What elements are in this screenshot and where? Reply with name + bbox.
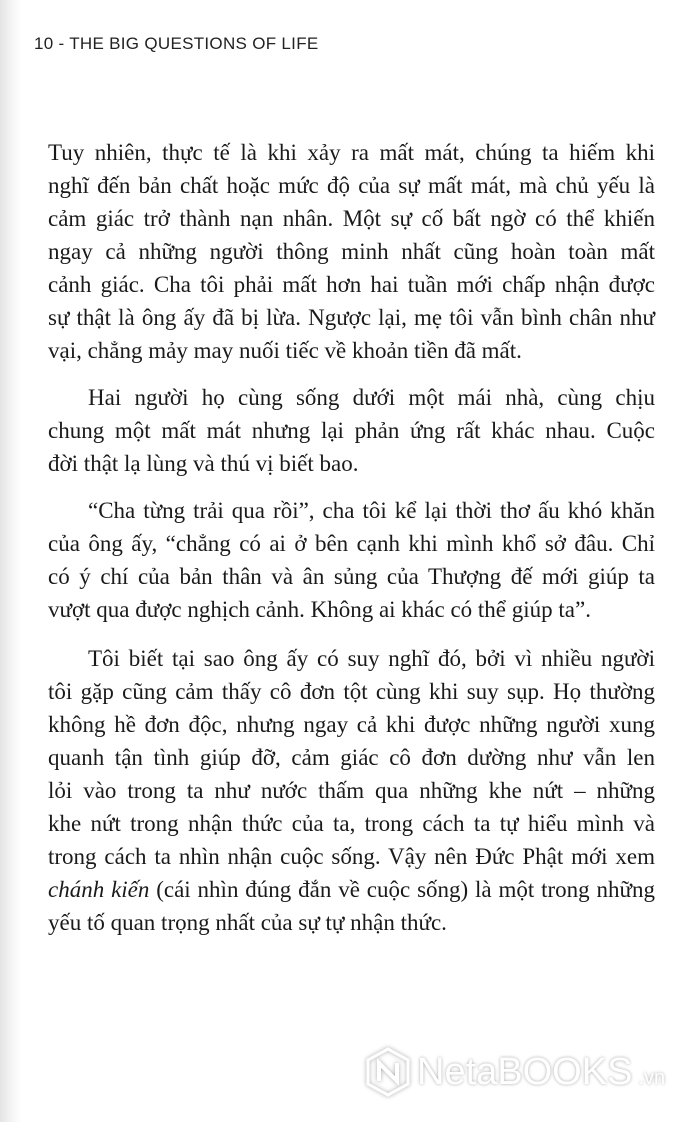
text-line	[48, 873, 655, 906]
text-line: lỏi vào trong ta như nước thấm qua những khe nứt – những	[48, 778, 655, 803]
text-line: sự thật là ông ấy đã bị lừa. Ngược lại, mẹ tôi vẫn bình chân như	[48, 305, 655, 330]
paragraph-2	[48, 381, 655, 480]
text-line: Tuy nhiên, thực tế là khi xảy ra mất mát, chúng ta hiếm khi	[48, 140, 655, 165]
paragraph-1	[48, 136, 655, 367]
netabooks-hexagon-icon	[365, 1047, 411, 1097]
text-line: có ý chí của bản thân và ân sủng của Thượng đế mới giúp ta	[48, 564, 655, 589]
paragraph-4	[48, 642, 655, 939]
text-line: khe nứt trong nhận thức của ta, trong cách ta tự hiểu mình và	[48, 811, 655, 836]
text-line: vại, chẳng mảy may nuối tiếc về khoản tiền đã mất.	[48, 338, 522, 363]
text-line: Hai người họ cùng sống dưới một mái nhà, cùng chịu	[88, 385, 655, 410]
text-line: của ông ấy, “chẳng có ai ở bên cạnh khi mình khổ sở đâu. Chỉ	[48, 531, 655, 556]
watermark-logo	[365, 1047, 665, 1097]
text-line: quanh tận tình giúp đỡ, cảm giác cô đơn dường như vẫn len	[48, 745, 655, 770]
text-line: cảm giác trở thành nạn nhân. Một sự cố bất ngờ có thể khiến	[48, 206, 655, 231]
watermark-brand: NetaBOOKS	[417, 1050, 633, 1093]
text-line: “Cha từng trải qua rồi”, cha tôi kể lại thời thơ ấu khó khăn	[88, 498, 655, 523]
text-line: đời thật lạ lùng và thú vị biết bao.	[48, 451, 359, 476]
text-line: không hề đơn độc, nhưng ngay cả khi được những người xung	[48, 712, 655, 737]
paragraph-3	[48, 494, 655, 626]
text-line: Tôi biết tại sao ông ấy có suy nghĩ đó, bởi vì nhiều người	[88, 646, 655, 671]
text-span: (cái nhìn đúng đắn về cuộc sống) là một trong những	[149, 877, 655, 902]
text-line: vượt qua được nghịch cảnh. Không ai khác có thể giúp ta”.	[48, 597, 591, 622]
text-line: ngay cả những người thông minh nhất cũng hoàn toàn mất	[48, 239, 655, 264]
text-line: chung một mất mát nhưng lại phản ứng rất khác nhau. Cuộc	[48, 418, 655, 443]
text-line: tôi gặp cũng cảm thấy cô đơn tột cùng khi suy sụp. Họ thường	[48, 679, 655, 704]
italic-term: chánh kiến	[48, 877, 150, 902]
running-head: 10 - THE BIG QUESTIONS OF LIFE	[34, 34, 319, 53]
text-line: nghĩ đến bản chất hoặc mức độ của sự mất mát, mà chủ yếu là	[48, 173, 655, 198]
watermark-suffix: .vn	[638, 1066, 666, 1089]
text-line: cảnh giác. Cha tôi phải mất hơn hai tuần mới chấp nhận được	[48, 272, 655, 297]
page-gutter-shadow	[0, 0, 22, 1122]
text-line: yếu tố quan trọng nhất của sự tự nhận thức.	[48, 910, 447, 935]
page-body	[48, 136, 655, 939]
text-line: trong cách ta nhìn nhận cuộc sống. Vậy nên Đức Phật mới xem	[48, 844, 655, 869]
